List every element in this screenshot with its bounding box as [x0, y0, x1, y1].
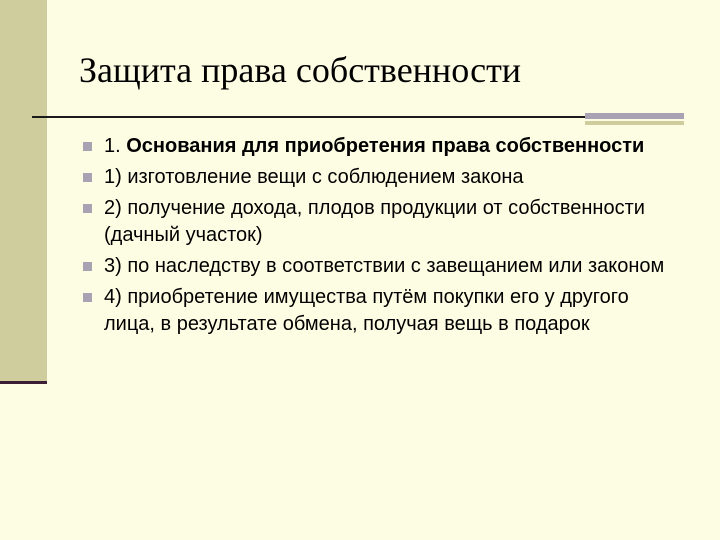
square-bullet-icon: [83, 262, 92, 271]
bullet-item: [83, 164, 683, 191]
bullet-bold-text: Основания для приобретения права собственности: [126, 135, 645, 157]
bullet-text: 2) получение дохода, плодов продукции от собственности (дачный участок): [104, 197, 645, 246]
bullet-item: [83, 133, 683, 160]
bullet-text: 4) приобретение имущества путём покупки его у другого лица, в результате обмена, получая вещь в подарок: [104, 286, 629, 335]
bullet-prefix: 1.: [104, 135, 127, 157]
square-bullet-icon: [83, 173, 92, 182]
square-bullet-icon: [83, 142, 92, 151]
title-divider-accent: [585, 113, 684, 119]
bullet-item: [83, 253, 683, 280]
bullet-item: [83, 284, 683, 338]
bullet-text: 1) изготовление вещи с соблюдением закона: [104, 166, 524, 188]
bullet-list: [83, 133, 683, 342]
square-bullet-icon: [83, 293, 92, 302]
square-bullet-icon: [83, 204, 92, 213]
left-decorative-bar: [0, 0, 47, 384]
slide-title: Защита права собственности: [79, 50, 522, 90]
bullet-text: 3) по наследству в соответствии с завещанием или законом: [104, 255, 665, 277]
title-divider-accent-light: [585, 121, 684, 125]
bullet-item: [83, 195, 683, 249]
left-bar-underline: [0, 381, 47, 384]
